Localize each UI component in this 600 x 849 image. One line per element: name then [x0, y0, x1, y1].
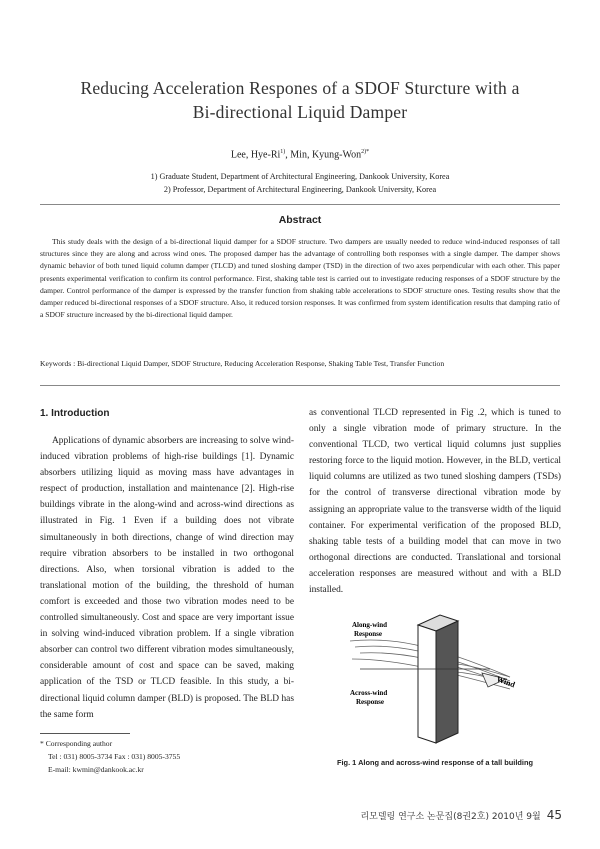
title-line-2: Bi-directional Liquid Damper	[192, 102, 408, 122]
author-2-sup: 2)*	[361, 149, 370, 155]
wind-label: Wind	[495, 674, 517, 690]
building-side-face	[436, 621, 458, 743]
divider-bottom	[40, 385, 560, 386]
title-line-1: Reducing Acceleration Respones of a SDOF Sturcture with a	[80, 78, 520, 98]
left-column-text: Applications of dynamic absorbers are increasing to solve wind-induced vibration problems of high-rise buildings [1]. Dynamic absorbers utilizing liquid as moving mass have advantages in respect of production, installation and maintenance [2]. High-rise buildings vibrate in the along-wind and across-wind directions as illustrated in Fig. 1 Even if a building does not vibrate simultaneously in both directions, change of wind direction may require vibration absorbers to be installed in two orthogonal directions. Also, when torsional vibration is added to the translational motion of the building, the threshold of human comfort is exceeded and those two vibration modes need to be controlled simultaneously. Cost and space are very important issue in solving wind-induced vibration problem. If a single vibration absorber can control two different vibration modes simultaneously, considerable amount of cost and space can be saved, making application of the TSD or TLCD feasible. In this study, a bi-directional liquid column damper (BLD) is proposed. The BLD has the same form	[40, 436, 294, 720]
affiliation-2: 2) Professor, Department of Architectural Engineering, Dankook University, Korea	[163, 185, 437, 194]
right-column-text: as conventional TLCD represented in Fig .2, which is tuned to only a single vibration mode of primary structure. In the conventional TLCD, two vertical liquid columns just supplies restoring force to the liquid motion. However, in the BLD, vertical liquid columns are utilized as two tuned sloshing dampers (TSDs) for the control of transverse directional vibration mode by assigning an appropriate value to the transverse width of the liquid container. For experimental verification of the proposed BLD, shaking table tests of a building model that can move in two orthogonal directions are conducted. Translational and torsional acceleration responses are measured without and with a BLD installed.	[309, 408, 561, 596]
footnote-email: E-mail: kwmin@dankook.ac.kr	[48, 765, 144, 774]
page-footer	[360, 808, 562, 822]
abstract-heading: Abstract	[278, 214, 322, 226]
figure-caption: Fig. 1 Along and across-wind response of a tall building	[336, 758, 533, 767]
along-wind-label-2: Response	[354, 630, 383, 638]
figure-1	[330, 607, 540, 747]
building-front-face	[418, 625, 436, 743]
keywords: Keywords : Bi-directional Liquid Damper, SDOF Structure, Reducing Acceleration Response, Shaking Table Test, Transfer Function	[40, 359, 445, 368]
author-1-sup: 1)	[280, 149, 286, 155]
page-number: 45	[546, 808, 562, 822]
footnote-tel: Tel : 031) 8005-3734 Fax : 031) 8005-3755	[48, 752, 181, 761]
divider-top	[40, 204, 560, 205]
author-2: Min, Kyung-Won	[290, 149, 362, 161]
abstract-text: This study deals with the design of a bi-directional liquid damper for a SDOF structure. Two dampers are usually needed to reduce wind-induced responses of tall structures since they are along and across wind ones. The proposed damper has the advantage of controlling both responses with a single damper. The damper shows dynamic behavior of both tuned liquid column damper (TLCD) and tuned sloshing damper (TSD) in the direction of two axes perpendicular with each other. This paper presents experimental verification to confirm its control performance. First, shaking table test is carried out to investigate reducing responses of a SDOF structure by the damper. Control performance of the damper is expressed by the transfer function from shaking table accelerations to SDOF structure ones. Testing results show that the damper reduced bi-directional responses of a SDOF structure. Also, it reduced torsion responses. It was confirmed from system identification results that damping ratio of a SDOF structure increased by the bi-directional liquid damper.	[40, 237, 560, 320]
along-wind-label-1: Along-wind	[352, 621, 388, 629]
footnote-rule	[40, 733, 130, 734]
section-heading: 1. Introduction	[40, 408, 110, 419]
affiliation-1: 1) Graduate Student, Department of Architectural Engineering, Dankook University, Korea	[150, 172, 450, 181]
building-wind-diagram	[330, 607, 540, 747]
author-separator: ,	[285, 149, 291, 161]
footnote-marker: * Corresponding author	[40, 739, 113, 748]
across-wind-label-2: Response	[356, 698, 385, 706]
author-line	[40, 149, 560, 160]
author-1: Lee, Hye-Ri	[230, 149, 281, 161]
journal-info: 리모델링 연구소 논문집(8권2호) 2010년 9월	[360, 812, 541, 822]
across-wind-label-1: Across-wind	[350, 689, 388, 697]
paper-title	[40, 76, 560, 124]
